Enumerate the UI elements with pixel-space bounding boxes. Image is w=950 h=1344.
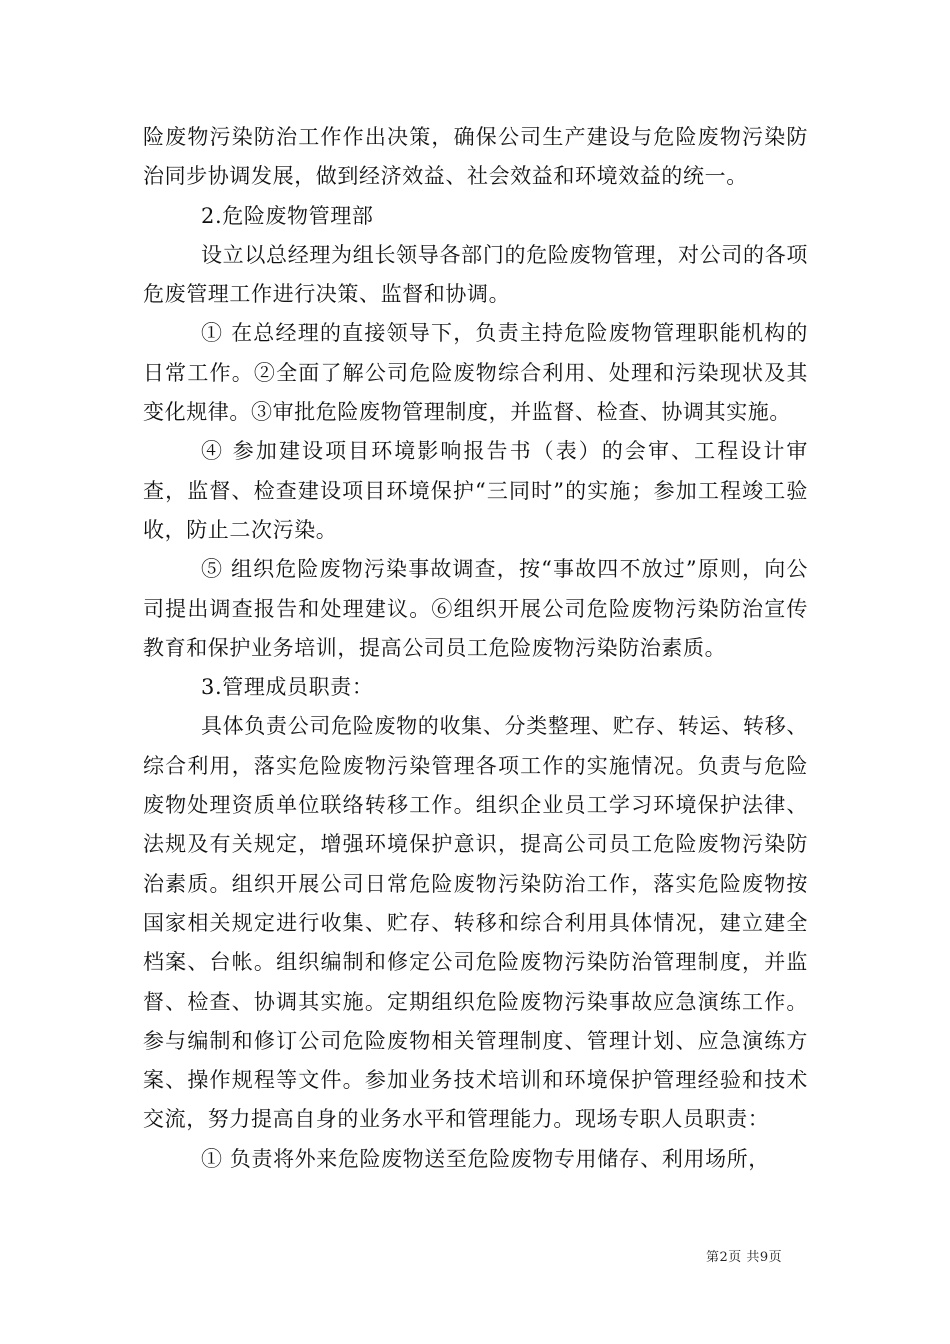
paragraph: 具体负责公司危险废物的收集、分类整理、贮存、转运、转移、综合利用，落实危险废物污染管理各项工作的实施情况。负责与危险废物处理资质单位联络转移工作。组织企业员工学习环境保护法律、法规及有关规定，增强环境保护意识，提高公司员工危险废物污染防治素质。组织开展公司日常危险废物污染防治工作，落实危险废物按国家相关规定进行收集、贮存、转移和综合利用具体情况，建立建全档案、台帐。组织编制和修定公司危险废物污染防治管理制度，并监督、检查、协调其实施。定期组织危险废物污染事故应急演练工作。参与编制和修订公司危险废物相关管理制度、管理计划、应急演练方案、操作规程等文件。参加业务技术培训和环境保护管理经验和技术交流，努力提高自身的业务水平和管理能力。现场专职人员职责： [143, 714, 808, 1132]
paragraph: ① 负责将外来危险废物送至危险废物专用储存、利用场所， [201, 1146, 770, 1171]
page-number: 第2页 共9页 [706, 1250, 783, 1265]
paragraph: ④ 参加建设项目环境影响报告书（表）的会审、工程设计审查，监督、检查建设项目环境保护“三同时”的实施；参加工程竣工验收，防止二次污染。 [143, 439, 808, 542]
document-body [143, 118, 808, 1179]
section-heading-hazardous-waste-dept: 2.危险废物管理部 [201, 203, 374, 228]
paragraph: 设立以总经理为组长领导各部门的危险废物管理，对公司的各项危废管理工作进行决策、监督和协调。 [143, 242, 808, 307]
paragraph: ① 在总经理的直接领导下，负责主持危险废物管理职能机构的日常工作。②全面了解公司危险废物综合利用、处理和污染现状及其变化规律。③审批危险废物管理制度，并监督、检查、协调其实施。 [143, 321, 808, 425]
paragraph: ⑤ 组织危险废物污染事故调查，按“事故四不放过”原则，向公司提出调查报告和处理建议。⑥组织开展公司危险废物污染防治宣传教育和保护业务培训，提高公司员工危险废物污染防治素质。 [143, 557, 808, 660]
paragraph: 险废物污染防治工作作出决策，确保公司生产建设与危险废物污染防治同步协调发展，做到经济效益、社会效益和环境效益的统一。 [143, 125, 808, 189]
section-heading-member-duties: 3.管理成员职责： [201, 675, 374, 700]
